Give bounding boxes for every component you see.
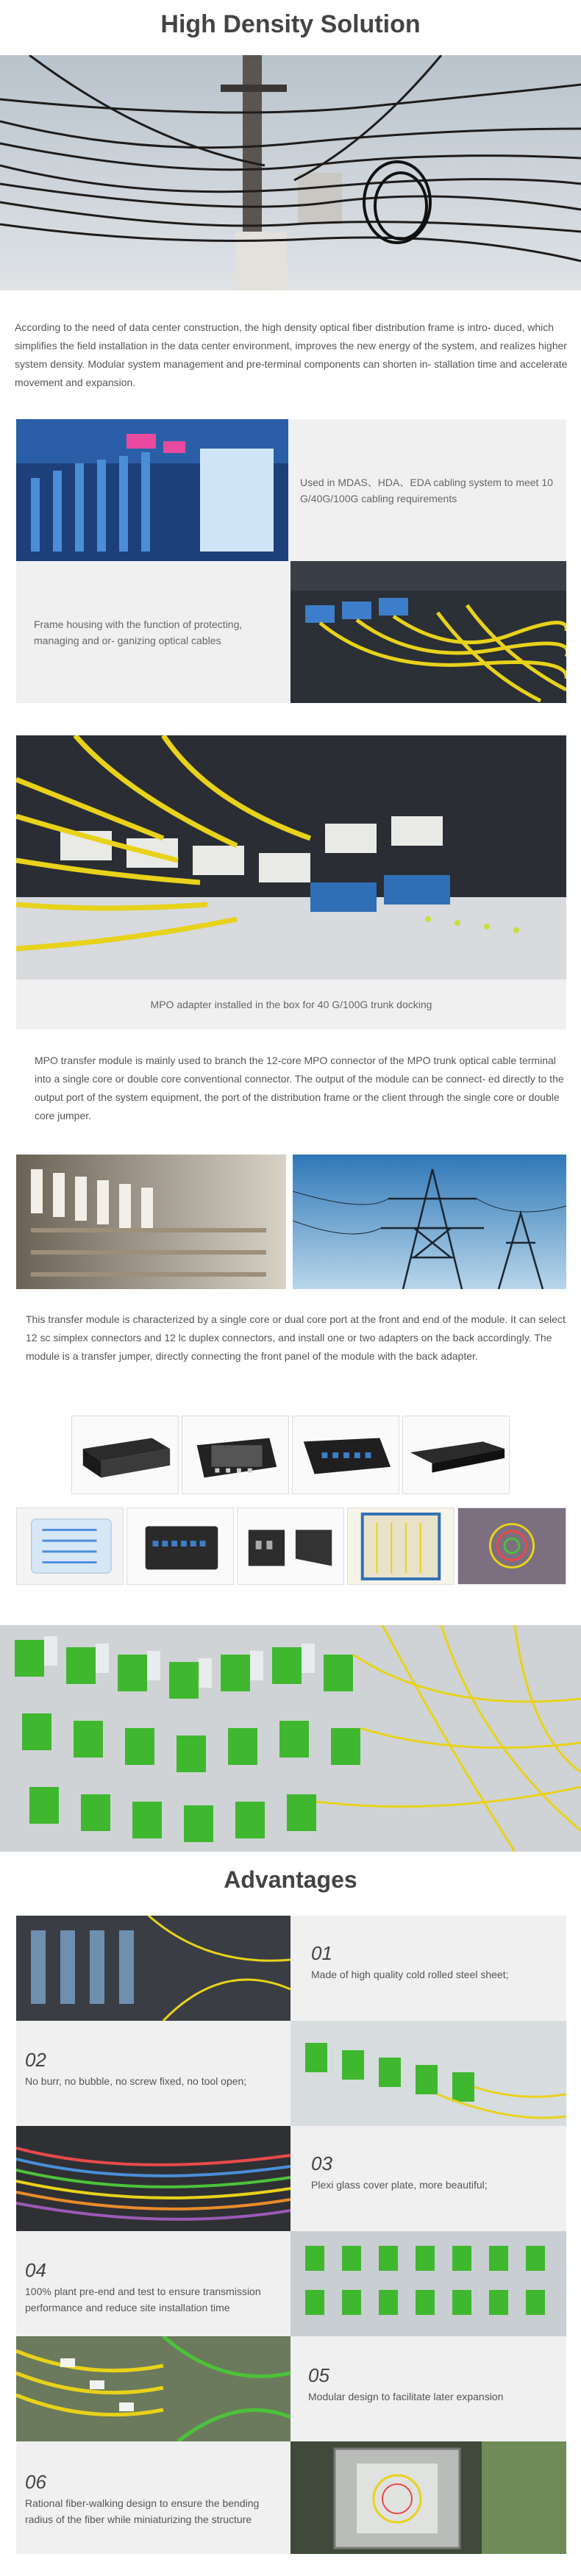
mpo-caption: MPO adapter installed in the box for 40 G/100G trunk docking [150, 999, 432, 1010]
adv-item-1 [290, 1916, 566, 2021]
adv-item-5 [290, 2336, 566, 2441]
adv-number-1: 01 [311, 1942, 332, 1964]
page-title: High Density Solution [160, 10, 421, 38]
adv-image-2 [290, 2021, 566, 2126]
grid1-text-cell-2 [16, 561, 288, 703]
mpo-caption-cell [16, 980, 566, 1030]
adv-image-1 [16, 1916, 290, 2021]
hero-power-lines-image [0, 55, 581, 290]
grid1-text-cell-1 [288, 419, 566, 561]
adv-item-4 [16, 2231, 290, 2336]
adv-image-6 [290, 2441, 566, 2554]
product-thumb-rack-2 [182, 1416, 289, 1494]
adv-number-5: 05 [308, 2364, 329, 2386]
product-thumb-rack-3 [292, 1416, 399, 1494]
adv-number-2: 02 [25, 2049, 46, 2071]
adv-number-3: 03 [311, 2152, 332, 2174]
product-thumb-wall-box [347, 1508, 455, 1585]
adv-text-6: Rational fiber-walking design to ensure the bending radius of the fiber while miniaturizing the structure [25, 2497, 260, 2525]
adv-image-4 [290, 2231, 566, 2336]
product-thumb-rack-1 [71, 1416, 179, 1494]
fiber-patch-panel-image [16, 419, 288, 561]
grid1-text-2: Frame housing with the function of protecting, managing and or- ganizing optical cables [34, 618, 243, 646]
adv-item-6 [16, 2441, 290, 2554]
yellow-fiber-connectors-image [290, 561, 566, 703]
adv-number-4: 04 [25, 2259, 46, 2281]
transfer-description: This transfer module is characterized by a single core or dual core port at the front and end of the module. It can select 12 sc simplex connectors and 12 lc duplex connectors, and install one or two adapters on the back accordingly. The module is a transfer jumper, directly connecting the front panel of the module with the back adapter. [26, 1313, 566, 1362]
adv-text-3: Plexi glass cover plate, more beautiful; [311, 2179, 488, 2191]
mpo-description: MPO transfer module is mainly used to branch the 12-core MPO connector of the MPO trunk optical cable terminal into a single core or double core conventional connector. The output of the module can be connect- ed directly to the output port of the system equipment, the port of the distribution frame or the client through the single core or double core jumper. [35, 1055, 564, 1121]
power-tower-image [293, 1155, 566, 1289]
adv-text-4: 100% plant pre-end and test to ensure transmission performance and reduce site installation time [25, 2286, 261, 2313]
adv-text-5: Modular design to facilitate later expansion [308, 2391, 504, 2402]
product-thumb-mpo-cassette [126, 1508, 234, 1585]
grid1-text-1: Used in MDAS、HDA、EDA cabling system to meet 10 G/40G/100G cabling requirements [300, 476, 553, 504]
adv-image-3 [16, 2126, 290, 2231]
advantages-heading: Advantages [224, 1866, 357, 1893]
adv-item-3 [290, 2126, 566, 2231]
adv-item-2 [16, 2021, 290, 2126]
mpo-adapter-image [16, 735, 566, 980]
intro-paragraph: According to the need of data center construction, the high density optical fiber distribution frame is intro- duced, which simplifies the field installation in the data center environment, improves the new energy of the system, and realizes higher system density. Modular system management and pre-terminal components can shorten in- stallation time and accelerate movement and expansion. [15, 321, 568, 388]
adv-text-1: Made of high quality cold rolled steel sheet; [311, 1969, 509, 1980]
product-thumb-fan-out [16, 1508, 124, 1585]
adv-image-5 [16, 2336, 290, 2441]
product-thumb-rack-4 [402, 1416, 510, 1494]
green-sc-connectors-image [0, 1625, 581, 1852]
product-thumb-adapter-panels [237, 1508, 344, 1585]
adv-text-2: No burr, no bubble, no screw fixed, no tool open; [25, 2075, 247, 2087]
product-thumb-splice-tray [457, 1508, 566, 1585]
connector-rack-image [16, 1155, 286, 1289]
adv-number-6: 06 [25, 2471, 46, 2493]
